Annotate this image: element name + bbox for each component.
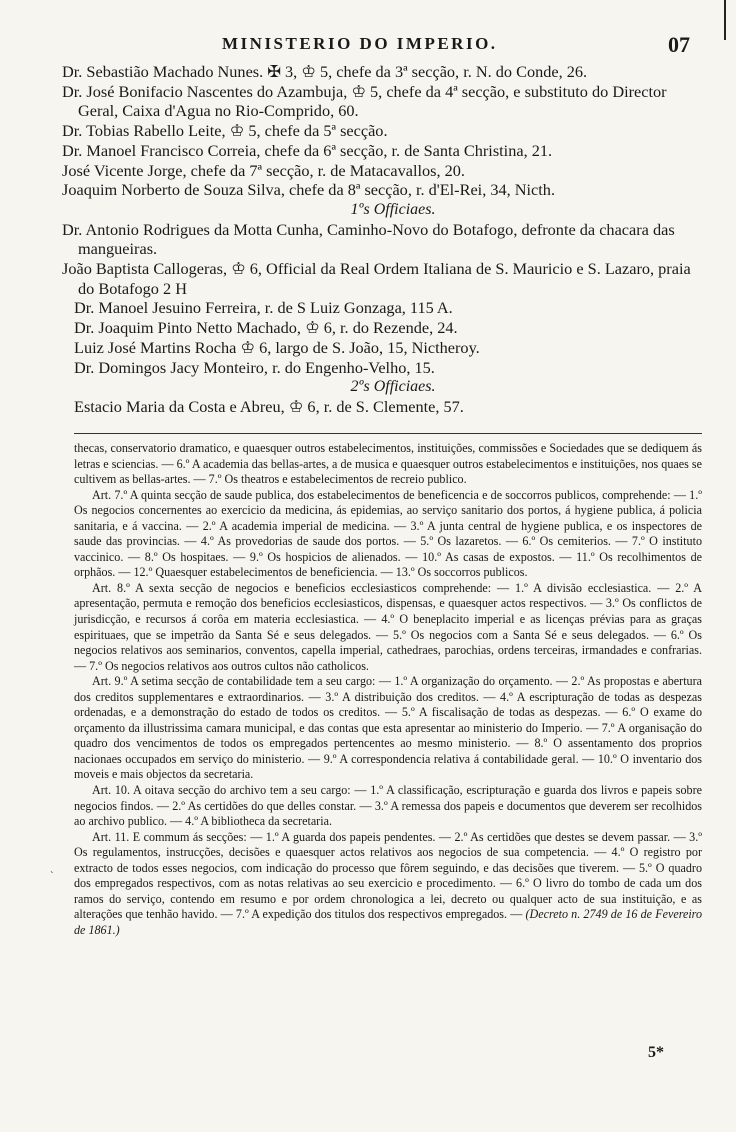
roster-line: Estacio Maria da Costa e Abreu, ♔ 6, r. de S. Clemente, 57. — [74, 396, 464, 416]
roster-line: Dr. José Bonifacio Nascentes do Azambuja, ♔ 5, chefe da 4ª secção, e substituto do Director Geral, Caixa d'Agua no Rio-Comprido, 60. — [62, 81, 667, 121]
roster-line: Dr. Antonio Rodrigues da Motta Cunha, Caminho-Novo do Botafogo, defronte da chacara das mangueiras. — [62, 219, 675, 259]
roster-line: Dr. Manoel Francisco Correia, chefe da 6ª secção, r. de Santa Christina, 21. — [62, 140, 553, 160]
roster-line: Dr. Domingos Jacy Monteiro, r. do Engenho-Velho, 15. — [74, 357, 435, 377]
footnote-text — [74, 441, 702, 939]
roster-line: Dr. Tobias Rabello Leite, ♔ 5, chefe da 5ª secção. — [62, 121, 388, 141]
footnote-paragraph-intro: thecas, conservatorio dramatico, e quaesquer outros estabelecimentos, instituições, commissões e Sociedades que se dediquem ás letras e sciencias. — 6.º A academia das bellas-artes, a de musica e quaesquer outros estabelecimentos e instituições, nos quaes se cultivem as bellas-artes. — 7.º Os theatros e estabelecimentos de recreio publico. — [74, 441, 702, 487]
margin-mark: ˋ — [50, 870, 54, 882]
decree-reference: (Decreto n. 2749 de 16 de Fevereiro de 1861.) — [74, 907, 702, 937]
footnote-article-9: Art. 9.º A setima secção de contabilidade tem a seu cargo: — 1.º A organização do orçamento. — 2.º As propostas e abertura dos creditos supplementares e extraordinarios. — 3.º A distribuição dos creditos. — 4.º A escripturação de todas as despezas ordenadas, e a demonstração do estado de todos os creditos. — 5.º A fiscalisação de todas as despezas. — 6.º O exame do orçamento da illustrissima camara municipal, e das contas que esta apresentar ao ministerio do Imperio. — 7.º A organisação do quadro dos vencimentos de todos os empregados pertencentes ao mesmo ministerio. — 8.º O assentamento dos proprios nacionaes occupados em serviço do ministerio. — 9.º A correspondencia relativa á contabilidade geral. — 10.º O inventario dos moveis e mais objectos da secretaria. — [74, 674, 702, 782]
section-heading-officiaes-2: 2ºs Officiaes. — [350, 378, 436, 396]
roster-line: Dr. Manoel Jesuino Ferreira, r. de S Luiz Gonzaga, 115 A. — [74, 298, 453, 318]
section-heading-officiaes-1: 1ºs Officiaes. — [350, 200, 436, 218]
footnote-article-10: Art. 10. A oitava secção do archivo tem a seu cargo: — 1.º A classificação, escripturação e guarda dos livros e papeis sobre negocios findos. — 2.º As certidões do que delles constar. — 3.º A remessa dos papeis e documentos que deverem ser recolhidos ao archivo publico. — 4.º A bibliotheca da secretaria. — [74, 783, 702, 829]
footnote-article-11 — [74, 830, 702, 939]
page-header — [60, 34, 690, 58]
signature-mark: 5* — [648, 1044, 664, 1061]
roster-line: José Vicente Jorge, chefe da 7ª secção, r. de Matacavallos, 20. — [62, 160, 466, 180]
footnote-article-8: Art. 8.º A sexta secção de negocios e beneficios ecclesiasticos comprehende: — 1.º A divisão ecclesiastica. — 2.º A apresentação, permuta e remoção dos beneficios ecclesiasticos, dispensas, e quaesquer actos respectivos. — 3.º Os conflictos de jurisdicção, e recursos á corôa em materia ecclesiastica. — 4.º O beneplacito imperial e as licenças prévias para as graças espirituaes, que se impetrão da Santa Sé e seus delegados. — 5.º Os negocios com a Santa Sé e seus delegados. — 6.º Os negocios relativos aos seminarios, conventos, capella imperial, cathedraes, parochias, ordens terceiras, irmandades e confrarias. — 7.º Os negocios relativos aos outros cultos não catholicos. — [74, 580, 702, 673]
roster-line: Dr. Sebastião Machado Nunes. ✠ 3, ♔ 5, chefe da 3ª secção, r. N. do Conde, 26. — [62, 62, 588, 81]
roster-line: Joaquim Norberto de Souza Silva, chefe da 8ª secção, r. d'El-Rei, 34, Nicth. — [62, 180, 556, 200]
roster-line: Dr. Joaquim Pinto Netto Machado, ♔ 6, r. do Rezende, 24. — [74, 318, 458, 338]
page-edge-mark — [724, 0, 726, 40]
running-title: MINISTERIO DO IMPERIO. — [222, 34, 498, 53]
article-11-text: Art. 11. E commum ás secções: — 1.º A guarda dos papeis pendentes. — 2.º As certidões que destes se devem passar. — 3.º Os regulamentos, instrucções, decisões e quaesquer actos relativos aos negocios de sua competencia. — 4.º O registro por extracto de todos esses negocios, com indicação do processo que fôrem seguindo, e das decisões que tiverem. — 5.º O quadro dos empregados respectivos, com as notas relativas ao seu exercicio e procedimento. — 6.º O livro do tombo de cada um dos ramos do serviço, contendo em resumo e por ordem chronologica a lei, decreto ou qualquer acto de sua instituição, e as alterações que tenhão havido. — 7.º A expedição dos titulos dos respectivos empregados. — — [74, 829, 702, 922]
roster-line: Luiz José Martins Rocha ♔ 6, largo de S. João, 15, Nictheroy. — [74, 337, 480, 357]
page-number: 07 — [668, 32, 690, 57]
staff-roster — [62, 62, 694, 417]
section-divider — [74, 433, 702, 434]
roster-line: João Baptista Callogeras, ♔ 6, Official da Real Ordem Italiana de S. Mauricio e S. Lazaro, praia do Botafogo 2 H — [62, 259, 691, 298]
footnote-article-7: Art. 7.º A quinta secção de saude publica, dos estabelecimentos de beneficencia e de soccorros publicos, comprehende: — 1.º Os negocios concernentes ao exercicio da medicina, ás epidemias, ao serviço sanitario dos portos, á hygiene publica, á policia sanitaria, e á vaccina. — 2.º A academia imperial de medicina. — 3.º A junta central de hygiene publica, e os inspectores de saude das provincias. — 4.º As provedorias de saude dos portos. — 5.º Os lazaretos. — 6.º Os cemiterios. — 7.º O instituto vaccinico. — 8.º Os hospitaes. — 9.º Os hospicios de alienados. — 10.º As casas de expostos. — 11.º Os recolhimentos de orphãos. — 12.º Quaesquer estabelecimentos de beneficiencia. — 13.º Os soccorros publicos. — [74, 487, 702, 580]
